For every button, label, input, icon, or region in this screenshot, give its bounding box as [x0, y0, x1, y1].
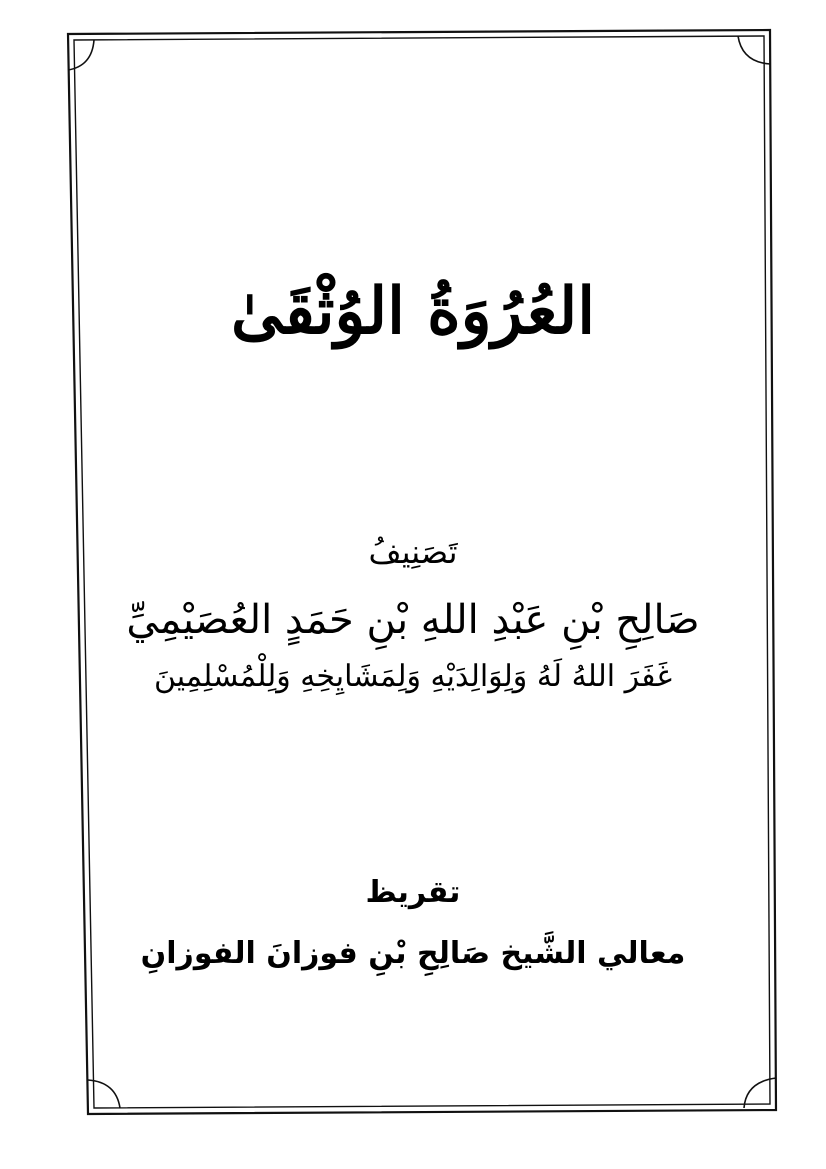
author-prayer: غَفَرَ اللهُ لَهُ وَلِوَالِدَيْهِ وَلِمَشَايِخِهِ وَلِلْمُسْلِمِينَ [153, 659, 673, 694]
author-label: تَصَنِيفُ [368, 533, 458, 571]
book-title: العُرُوَةُ الوُثْقَىٰ [230, 274, 596, 349]
endorsement-name: معالي الشَّيخ صَالِحِ بْنِ فوزانَ الفوزانِ [140, 936, 686, 971]
corner-ornament-top-left [68, 40, 94, 70]
author-name: صَالِحِ بْنِ عَبْدِ اللهِ بْنِ حَمَدٍ العُصَيْمِيِّ [126, 597, 700, 643]
corner-ornament-top-right [738, 36, 770, 64]
corner-ornament-bottom-left [88, 1080, 120, 1108]
endorsement-label: تقريظ [365, 875, 461, 910]
